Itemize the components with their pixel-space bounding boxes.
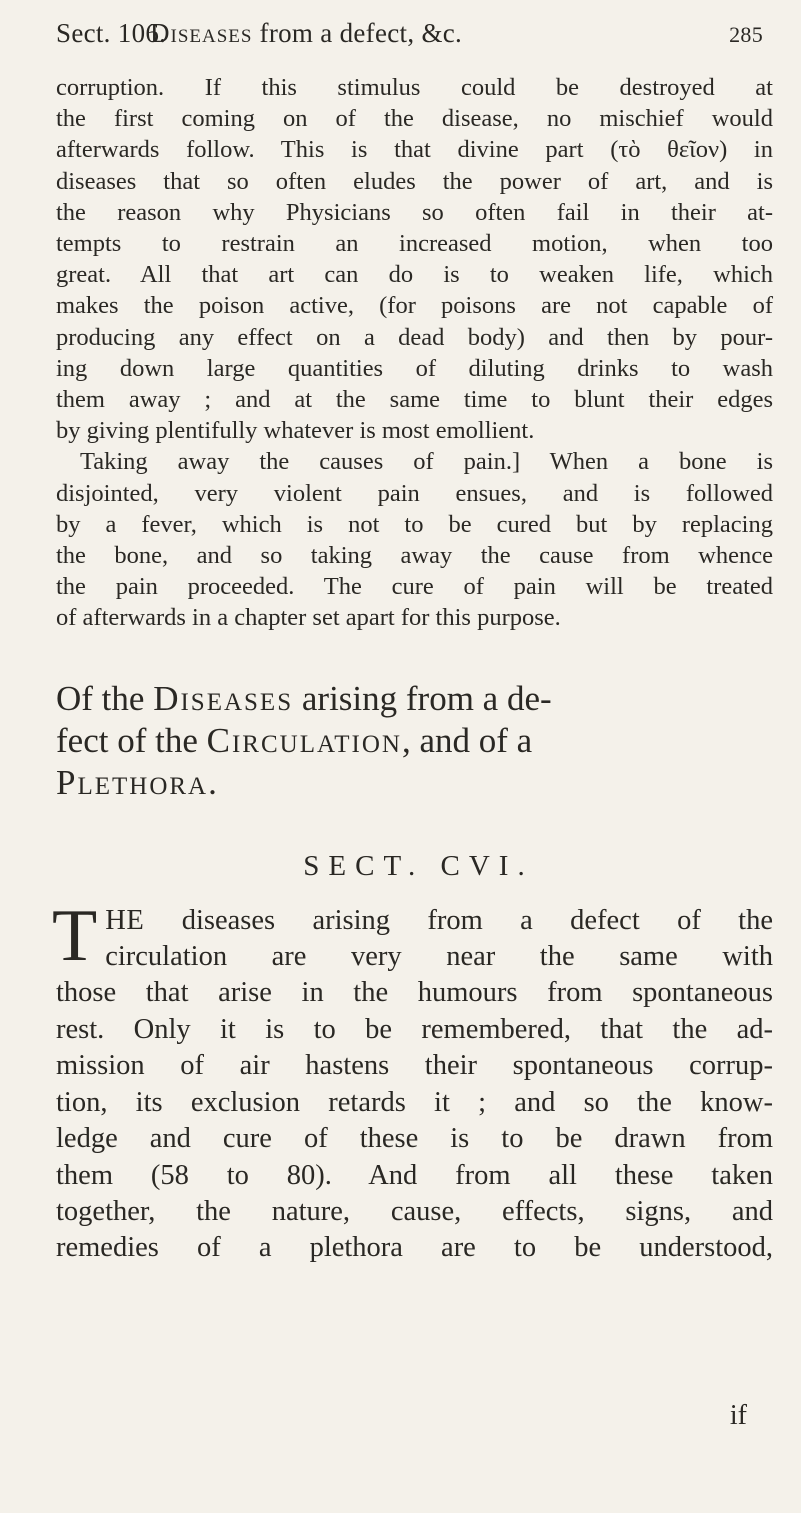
text-line: by a fever, which is not to be cured but by replacing xyxy=(56,510,773,538)
text-line: afterwards follow. This is that divine part (τὸ θεῖον) in xyxy=(56,136,773,164)
text-line xyxy=(56,903,773,939)
text-line: mission of air hastens their spontaneous corrup- xyxy=(56,1050,773,1082)
section-heading xyxy=(56,678,773,804)
running-head-title-caps: Diseases xyxy=(150,18,253,48)
catch-word: if xyxy=(729,1400,747,1431)
heading-caps: Circulation xyxy=(206,720,402,760)
running-head xyxy=(56,18,773,72)
text-line: the pain proceeded. The cure of pain will be treated xyxy=(56,573,773,601)
heading-caps: Diseases xyxy=(153,678,294,718)
text-line: rest. Only it is to be remembered, that the ad- xyxy=(56,1013,773,1045)
text-line-rest: diseases arising from a defect of the xyxy=(144,904,773,936)
text-line: the bone, and so taking away the cause from whence xyxy=(56,542,773,570)
text-line: together, the nature, cause, effects, signs, and xyxy=(56,1195,773,1227)
heading-text: fect of the xyxy=(56,720,207,760)
text-line: producing any effect on a dead body) and then by pour- xyxy=(56,323,773,351)
text-line: of afterwards in a chapter set apart for this purpose. xyxy=(56,604,561,632)
text-line: diseases that so often eludes the power of art, and is xyxy=(56,167,773,195)
first-word-caps: HE xyxy=(105,904,145,936)
section-number: SECT. CVI. xyxy=(303,849,534,882)
text-line: ing down large quantities of diluting drinks to wash xyxy=(56,354,773,382)
text-line: great. All that art can do is to weaken life, which xyxy=(56,261,773,289)
section-heading-line xyxy=(56,762,773,804)
running-head-title xyxy=(150,18,462,49)
text-line: the first coming on of the disease, no mischief would xyxy=(56,105,773,133)
heading-text: , and of a xyxy=(401,720,533,760)
text-line: ledge and cure of these is to be drawn from xyxy=(56,1123,773,1155)
drop-cap: T xyxy=(52,894,98,977)
heading-text: arising from a de- xyxy=(293,678,552,718)
text-line: makes the poison active, (for poisons are not capable of xyxy=(56,292,773,320)
heading-text: Of the xyxy=(56,678,154,718)
text-line: the reason why Physicians so often fail in their at- xyxy=(56,198,773,226)
text-line: circulation are very near the same with xyxy=(105,941,773,973)
text-line: tion, its exclusion retards it ; and so the know- xyxy=(56,1086,773,1118)
section-heading-line xyxy=(56,678,773,720)
running-head-title-rest: from a defect, &c. xyxy=(259,18,463,48)
text-line: those that arise in the humours from spontaneous xyxy=(56,977,773,1009)
continued-paragraph xyxy=(56,72,773,634)
text-line: by giving plentifully whatever is most emollient. xyxy=(56,417,535,445)
text-line: them (58 to 80). And from all these taken xyxy=(56,1159,773,1191)
text-line: Taking away the causes of pain.] When a bone is xyxy=(80,448,773,476)
text-line: tempts to restrain an increased motion, when too xyxy=(56,230,773,258)
text-line: corruption. If this stimulus could be destroyed at xyxy=(56,74,773,101)
text-line: remedies of a plethora are to be understood, xyxy=(56,1232,773,1264)
text-line: disjointed, very violent pain ensues, and is followed xyxy=(56,479,773,507)
heading-caps: Plethora. xyxy=(56,762,219,802)
section-heading-line xyxy=(56,720,773,762)
text-line: them away ; and at the same time to blunt their edges xyxy=(56,386,773,414)
section-body xyxy=(52,894,773,1267)
page-number: 285 xyxy=(729,22,763,47)
running-head-section: Sect. 106. xyxy=(56,18,167,48)
